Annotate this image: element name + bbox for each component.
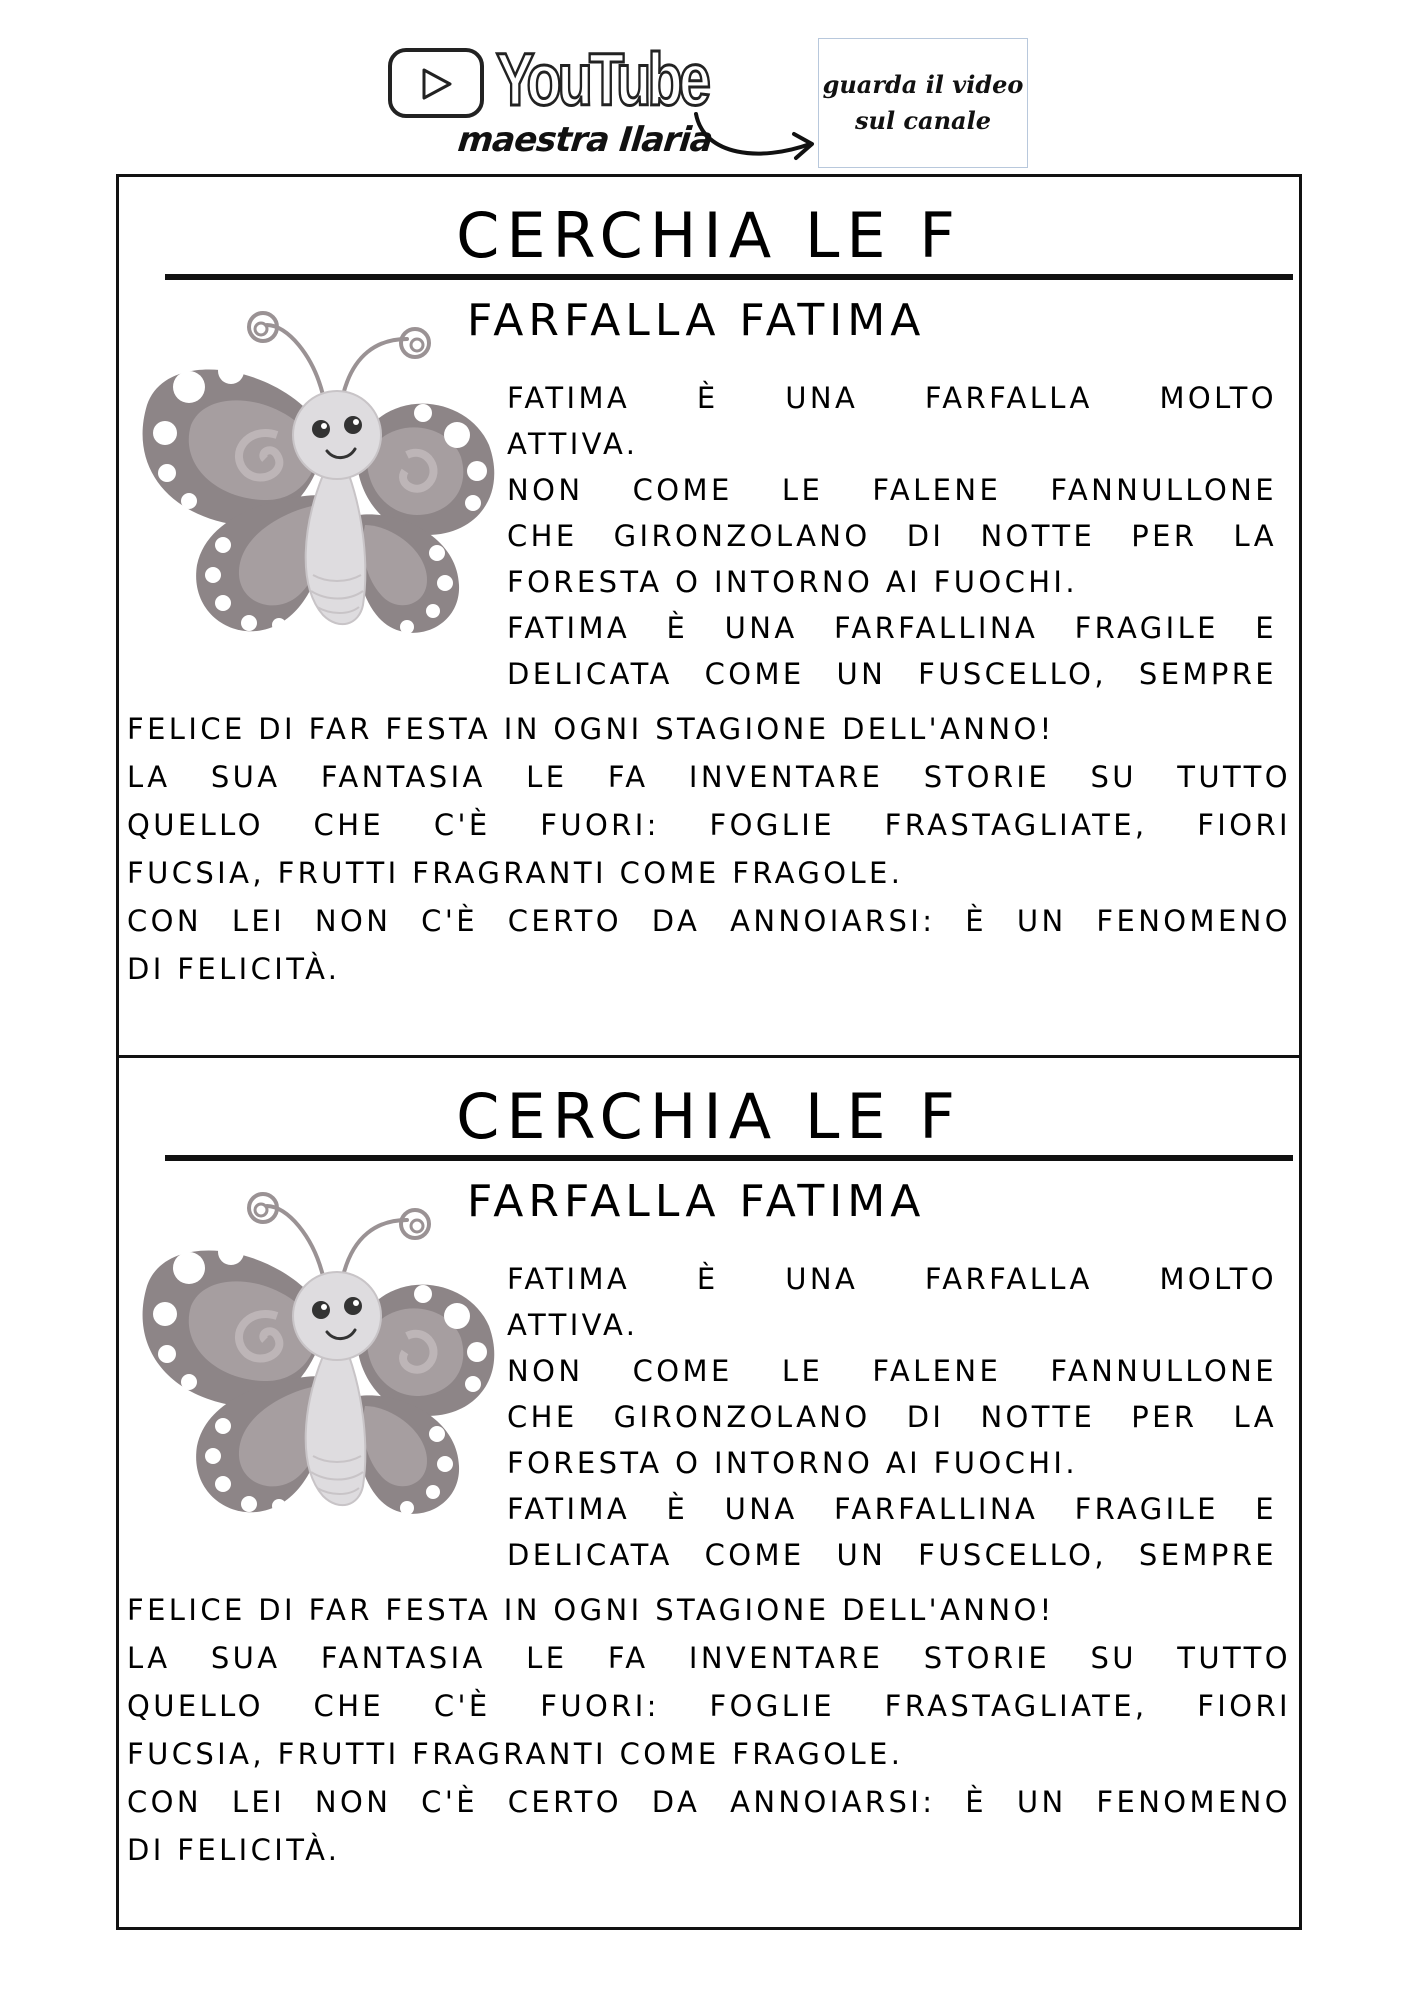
story-line: ATTIVA. bbox=[507, 1308, 639, 1342]
story-title: FARFALLA FATIMA bbox=[467, 295, 926, 346]
title-divider bbox=[165, 274, 1293, 280]
story-line: DELICATA COME UN FUSCELLO, SEMPRE bbox=[507, 657, 1277, 691]
story-line: FATIMA È UNA FARFALLA MOLTO bbox=[507, 381, 1277, 415]
story-text-full bbox=[127, 1586, 1291, 1874]
worksheet-panel-1 bbox=[119, 177, 1299, 1058]
story-line: FUCSIA, FRUTTI FRAGRANTI COME FRAGOLE. bbox=[127, 1737, 904, 1771]
story-line: QUELLO CHE C'È FUORI: FOGLIE FRASTAGLIATE, FIORI bbox=[127, 1689, 1291, 1723]
story-line: NON COME LE FALENE FANNULLONE bbox=[507, 473, 1277, 507]
channel-name: maestra Ilaria bbox=[455, 120, 715, 160]
story-line: FATIMA È UNA FARFALLINA FRAGILE E bbox=[507, 1492, 1277, 1526]
story-title: FARFALLA FATIMA bbox=[467, 1176, 926, 1227]
story-line: CON LEI NON C'È CERTO DA ANNOIARSI: È UN FENOMENO bbox=[127, 904, 1291, 938]
story-text-side bbox=[507, 1256, 1277, 1578]
story-text-side bbox=[507, 375, 1277, 697]
story-line: CHE GIRONZOLANO DI NOTTE PER LA bbox=[507, 1400, 1277, 1434]
story-line: DI FELICITÀ. bbox=[127, 952, 341, 986]
story-line: CHE GIRONZOLANO DI NOTTE PER LA bbox=[507, 519, 1277, 553]
story-line: FUCSIA, FRUTTI FRAGRANTI COME FRAGOLE. bbox=[127, 856, 904, 890]
story-line: FELICE DI FAR FESTA IN OGNI STAGIONE DELL'ANNO! bbox=[127, 1593, 1055, 1627]
story-line: FATIMA È UNA FARFALLA MOLTO bbox=[507, 1262, 1277, 1296]
story-line: CON LEI NON C'È CERTO DA ANNOIARSI: È UN FENOMENO bbox=[127, 1785, 1291, 1819]
story-line: QUELLO CHE C'È FUORI: FOGLIE FRASTAGLIATE, FIORI bbox=[127, 808, 1291, 842]
page-title: CERCHIA LE F bbox=[456, 199, 962, 272]
story-line: FORESTA O INTORNO AI FUOCHI. bbox=[507, 565, 1078, 599]
youtube-wordmark: YouTube bbox=[496, 38, 708, 121]
story-line: FATIMA È UNA FARFALLINA FRAGILE E bbox=[507, 611, 1277, 645]
page-title: CERCHIA LE F bbox=[456, 1080, 962, 1153]
story-line: NON COME LE FALENE FANNULLONE bbox=[507, 1354, 1277, 1388]
play-button-icon bbox=[388, 48, 484, 118]
butterfly-illustration bbox=[127, 295, 507, 655]
curved-arrow-icon bbox=[690, 104, 822, 174]
youtube-logo[interactable] bbox=[388, 38, 718, 124]
story-line: ATTIVA. bbox=[507, 427, 639, 461]
watch-video-link[interactable] bbox=[818, 38, 1028, 168]
butterfly-illustration bbox=[127, 1176, 507, 1536]
story-line: LA SUA FANTASIA LE FA INVENTARE STORIE SU TUTTO bbox=[127, 760, 1291, 794]
worksheet-panel-2 bbox=[119, 1058, 1299, 1930]
story-line: FELICE DI FAR FESTA IN OGNI STAGIONE DELL'ANNO! bbox=[127, 712, 1055, 746]
watch-line-1: guarda il video bbox=[822, 70, 1024, 99]
story-line: DI FELICITÀ. bbox=[127, 1833, 341, 1867]
story-line: LA SUA FANTASIA LE FA INVENTARE STORIE SU TUTTO bbox=[127, 1641, 1291, 1675]
watch-line-2: sul canale bbox=[855, 106, 991, 135]
title-divider bbox=[165, 1155, 1293, 1161]
story-line: FORESTA O INTORNO AI FUOCHI. bbox=[507, 1446, 1078, 1480]
worksheet-frame bbox=[116, 174, 1302, 1930]
story-text-full bbox=[127, 705, 1291, 993]
story-line: DELICATA COME UN FUSCELLO, SEMPRE bbox=[507, 1538, 1277, 1572]
